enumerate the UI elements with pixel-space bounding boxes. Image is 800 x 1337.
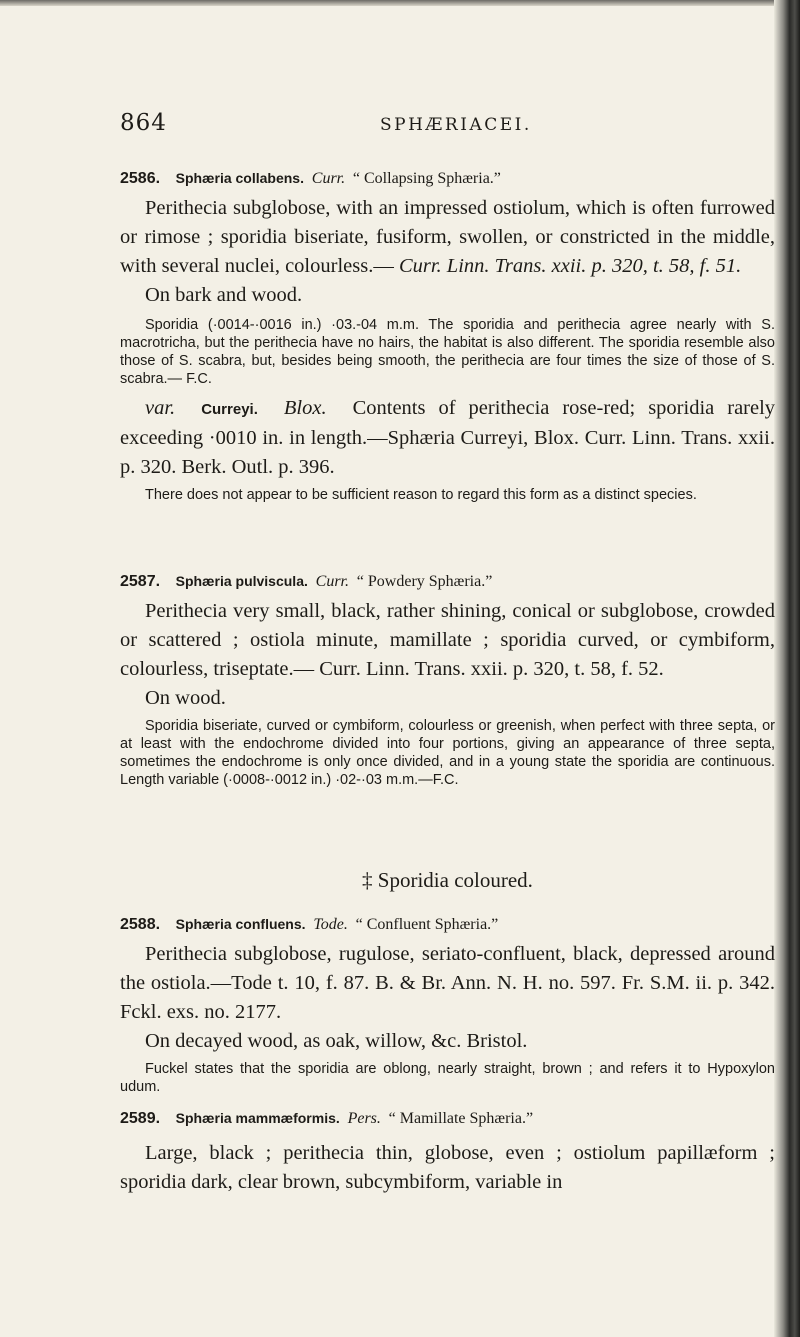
section-heading: ‡ Sporidia coloured. — [362, 868, 533, 892]
species-citation: Curr. Linn. Trans. xxii. p. 320, t. 58, f. 51. — [398, 255, 742, 277]
variety-note: There does not appear to be sufficient reason to regard this form as a distinct species. — [145, 487, 697, 503]
species-habitat: On bark and wood. — [145, 284, 303, 306]
species-habitat: On decayed wood, as oak, willow, &c. Bristol. — [145, 1030, 528, 1052]
variety-authority: Blox. — [283, 397, 327, 419]
entry-number: 2588. — [120, 916, 161, 933]
species-authority: Pers. — [347, 1110, 381, 1127]
species-name: Sphæria mammæformis. — [175, 1110, 340, 1126]
species-name: Sphæria confluens. — [175, 916, 306, 932]
common-name: “ Powdery Sphæria.” — [356, 573, 493, 590]
description-text: Perithecia subglobose, with an impressed ostiolum, which is often furrowed or rimose ; sporidia biseriate, fusiform, swollen, or constricted in the middle, with several nuclei, colourless.— — [120, 197, 775, 277]
species-description: Large, black ; perithecia thin, globose, even ; ostiolum papillæform ; sporidia dark, clear brown, subcymbiform, variable in — [120, 1142, 775, 1193]
common-name: “ Confluent Sphæria.” — [355, 916, 499, 933]
entry-number: 2587. — [120, 573, 161, 590]
entry-2586 — [120, 168, 775, 504]
species-authority: Curr. — [315, 573, 350, 590]
entry-2589 — [120, 1108, 775, 1197]
entry-number: 2589. — [120, 1110, 161, 1127]
species-note: Sporidia biseriate, curved or cymbiform, colourless or greenish, when perfect with three septa, or at least with the endochrome divided into four portions, giving an appearance of three septa, sometimes the endochrome is only once divided, and in a young state the sporidia are continuous. Length variable (·0008-·0012 in.) ·02-·03 m.m.—F.C. — [120, 718, 775, 788]
common-name: “ Collapsing Sphæria.” — [352, 170, 501, 187]
page-binding-edge — [774, 0, 800, 1337]
entry-2588 — [120, 914, 775, 1096]
entry-heading — [120, 168, 775, 189]
variety-text: Contents of perithecia rose-red; sporidia rarely exceeding ·0010 in. in length.—Sphæria Curreyi, Blox. Curr. Linn. Trans. xxii. p. 320. Berk. Outl. p. 396. — [120, 397, 776, 478]
entry-heading — [120, 1108, 775, 1129]
variety-label: var. — [145, 397, 176, 419]
entry-heading — [120, 571, 775, 592]
species-name: Sphæria collabens. — [175, 170, 304, 186]
species-name: Sphæria pulviscula. — [175, 573, 308, 589]
species-note: Fuckel states that the sporidia are oblong, nearly straight, brown ; and refers it to Hypoxylon udum. — [120, 1061, 775, 1095]
entry-heading — [120, 914, 775, 935]
page-top-edge — [0, 0, 800, 6]
common-name: “ Mamillate Sphæria.” — [388, 1110, 534, 1127]
species-description — [120, 194, 775, 281]
species-description: Perithecia very small, black, rather shining, conical or subglobose, crowded or scattered ; ostiola minute, mamillate ; sporidia curved, or cymbiform, colourless, triseptate.— Curr. Linn. Trans. xxii. p. 320, t. 58, f. 52. — [120, 600, 775, 680]
page-header — [120, 110, 775, 150]
species-authority: Tode. — [313, 916, 348, 933]
entry-number: 2586. — [120, 170, 161, 187]
variety-name: Curreyi. — [201, 401, 258, 418]
entry-2587 — [120, 571, 775, 789]
page-number: 864 — [120, 110, 167, 136]
species-habitat: On wood. — [145, 687, 226, 709]
variety-description — [120, 394, 775, 482]
species-description: Perithecia subglobose, rugulose, seriato-confluent, black, depressed around the ostiola.—Tode t. 10, f. 87. B. & Br. Ann. N. H. no. 597. Fr. S.M. ii. p. 342. Fckl. exs. no. 2177. — [120, 943, 775, 1023]
species-note: Sporidia (·0014-·0016 in.) ·03.-04 m.m. The sporidia and perithecia agree nearly with S. macrotricha, but the perithecia have no hairs, the habitat is also different. The sporidia resemble also those of S. scabra, but, besides being smooth, the perithecia are four times the size of those of S. scabra.— F.C. — [120, 317, 775, 387]
section-heading-block — [120, 868, 775, 893]
species-authority: Curr. — [311, 170, 346, 187]
running-head: SPHÆRIACEI. — [380, 115, 532, 135]
